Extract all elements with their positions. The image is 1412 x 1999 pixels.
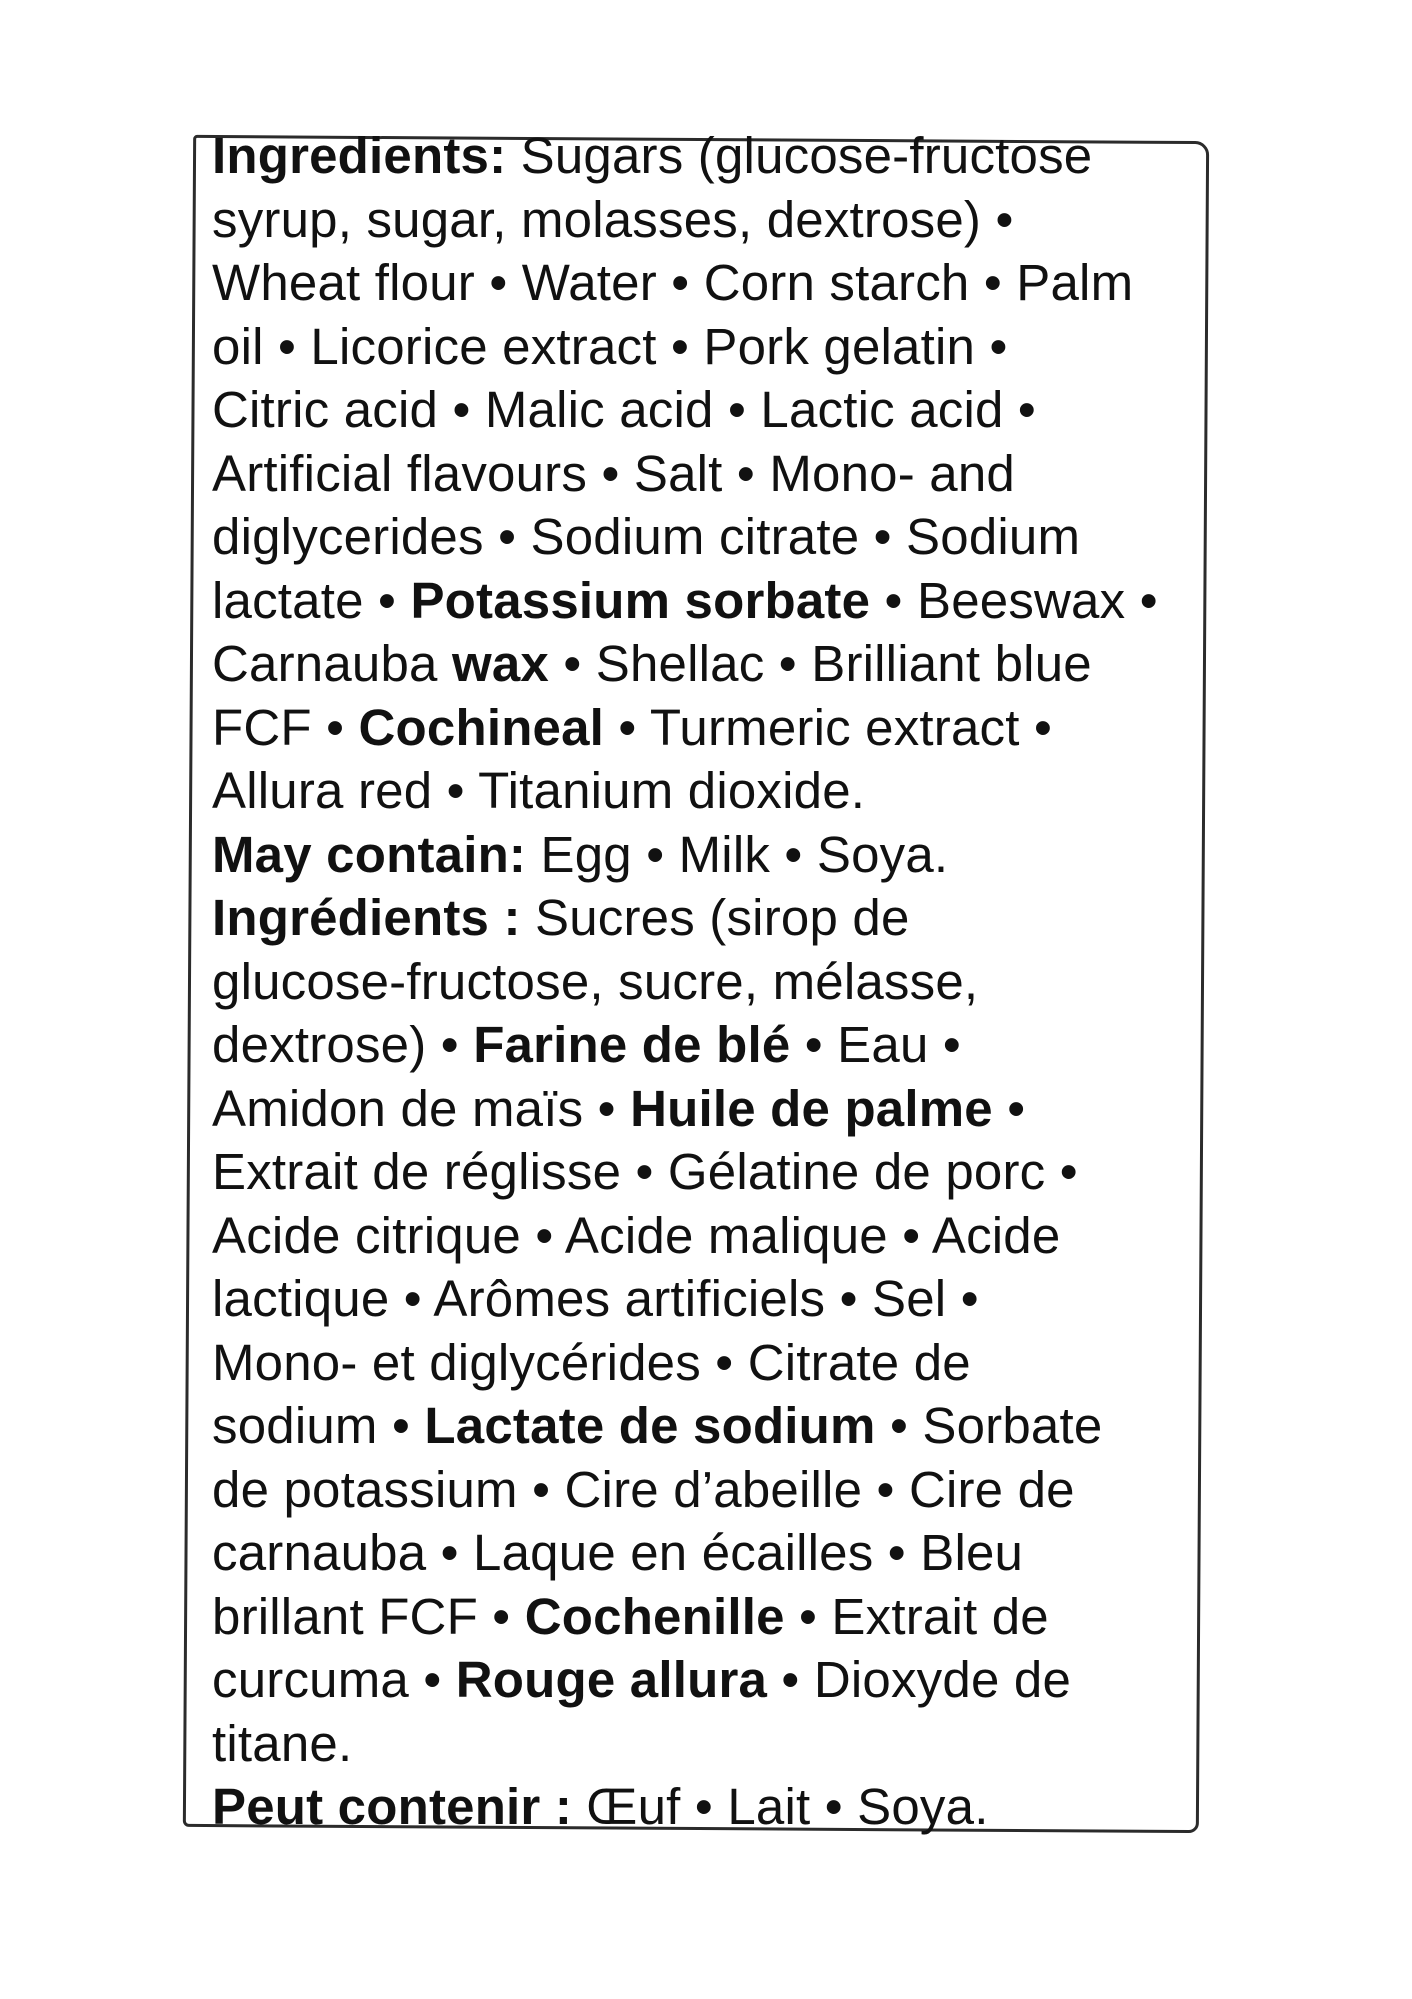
line-26: titane. <box>212 1714 353 1772</box>
line-13: Ingrédients : Sucres (sirop de <box>212 889 910 946</box>
line-20: Mono- et diglycérides • Citrate de <box>212 1333 971 1391</box>
line-24: brillant FCF • Cochenille • Extrait de <box>212 1587 1049 1645</box>
line-3: Wheat flour • Water • Corn starch • Palm <box>212 254 1134 311</box>
line-19: lactique • Arômes artificiels • Sel • <box>212 1270 979 1327</box>
line-21: sodium • Lactate de sodium • Sorbate <box>212 1397 1103 1454</box>
line-18: Acide citrique • Acide malique • Acide <box>212 1206 1061 1264</box>
line-16: Amidon de maïs • Huile de palme • <box>212 1079 1026 1137</box>
line-23: carnauba • Laque en écailles • Bleu <box>212 1524 1024 1581</box>
line-9: Carnauba wax • Shellac • Brilliant blue <box>212 635 1092 692</box>
line-17: Extrait de réglisse • Gélatine de porc • <box>212 1143 1078 1200</box>
line-1: Ingredients: Sugars (glucose-fructose <box>212 127 1093 184</box>
line-8: lactate • Potassium sorbate • Beeswax • <box>212 571 1158 629</box>
may-contain-en: May contain: Egg • Milk • Soya. <box>212 825 949 883</box>
line-4: oil • Licorice extract • Pork gelatin • <box>212 317 1008 375</box>
line-10: FCF • Cochineal • Turmeric extract • <box>212 698 1053 756</box>
ingredients-heading-en: Ingredients: <box>212 127 507 184</box>
line-7: diglycerides • Sodium citrate • Sodium <box>212 508 1081 565</box>
line-5: Citric acid • Malic acid • Lactic acid • <box>212 381 1036 438</box>
may-contain-heading-en: May contain: <box>212 825 527 883</box>
line-25: curcuma • Rouge allura • Dioxyde de <box>212 1651 1072 1708</box>
line-14: glucose-fructose, sucre, mélasse, <box>212 952 979 1010</box>
line-2: syrup, sugar, molasses, dextrose) • <box>212 190 1014 248</box>
ingredients-heading-fr: Ingrédients : <box>212 889 521 946</box>
line-6: Artificial flavours • Salt • Mono- and <box>212 444 1015 502</box>
may-contain-fr: Peut contenir : Œuf • Lait • Soya. <box>212 1778 989 1835</box>
ingredients-label <box>212 124 1192 1839</box>
may-contain-heading-fr: Peut contenir : <box>212 1778 573 1835</box>
line-15: dextrose) • Farine de blé • Eau • <box>212 1016 961 1073</box>
line-11: Allura red • Titanium dioxide. <box>212 762 866 819</box>
line-22: de potassium • Cire d’abeille • Cire de <box>212 1460 1075 1518</box>
